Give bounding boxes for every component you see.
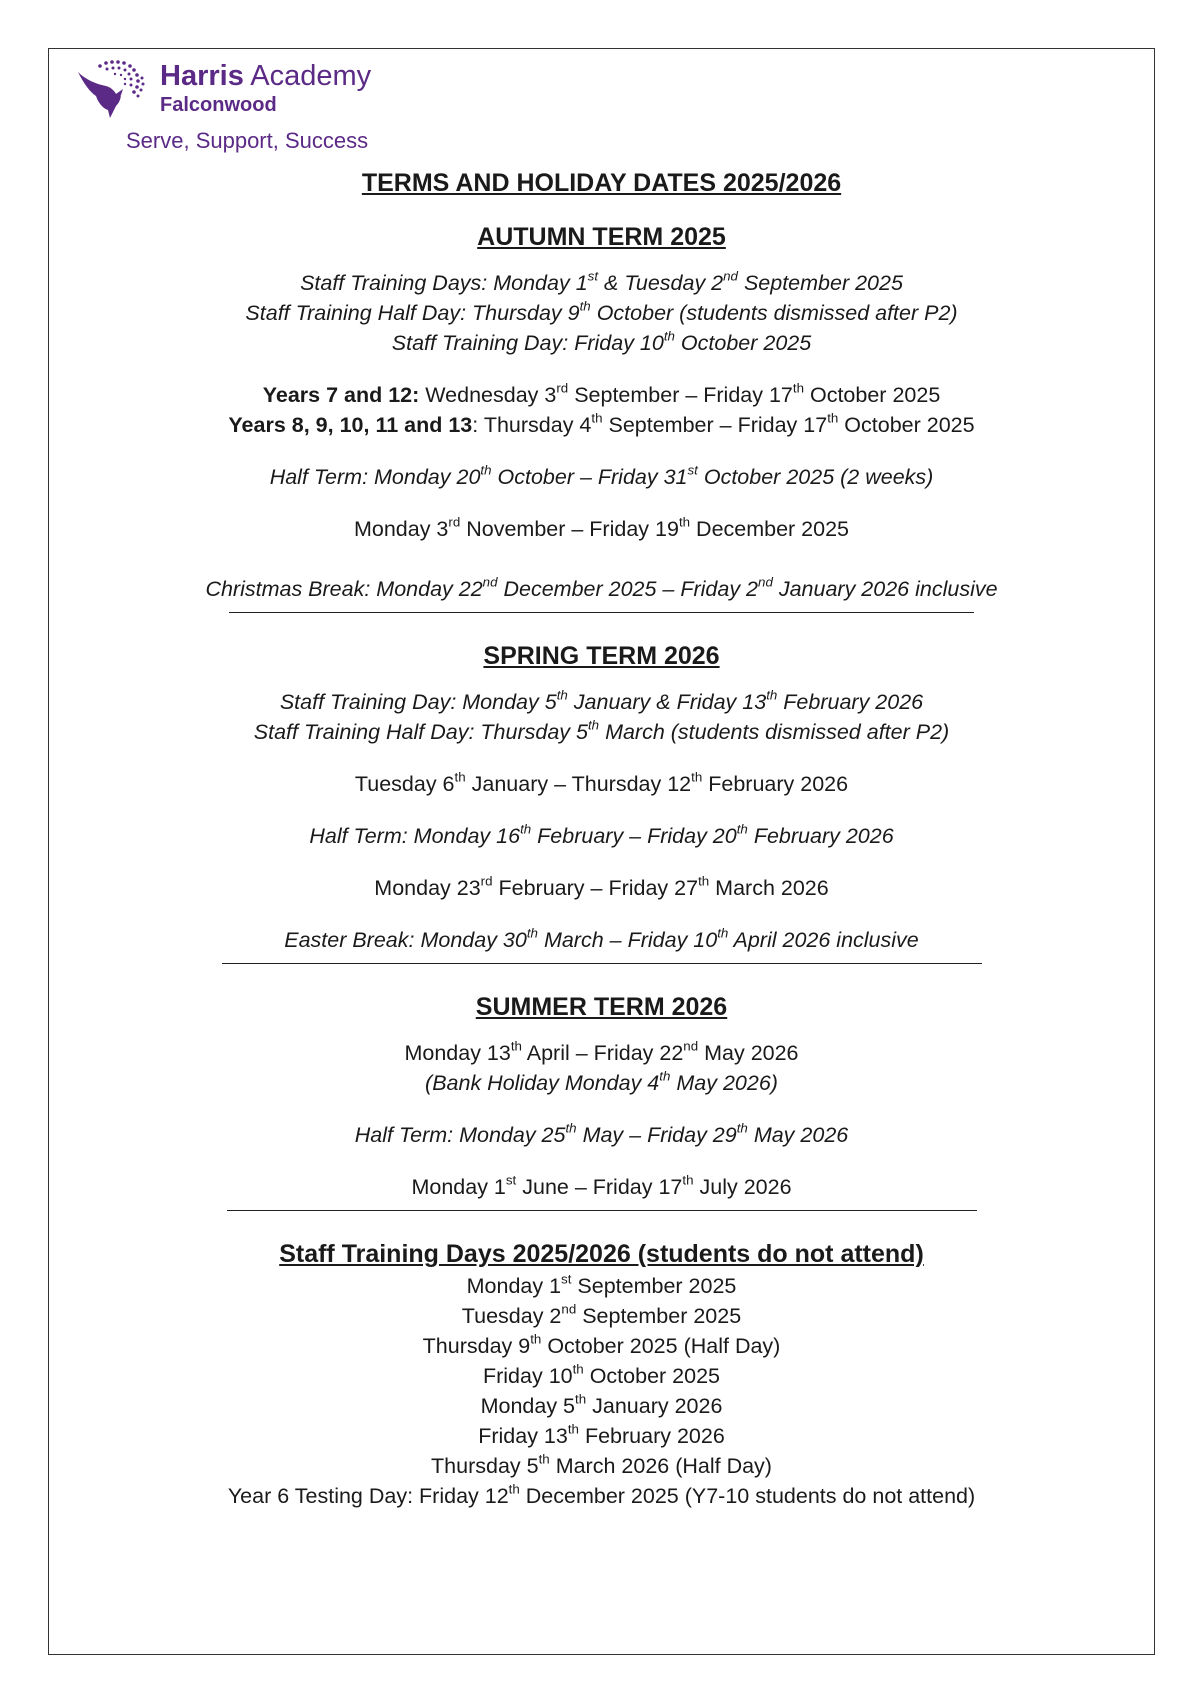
autumn-second-half: Monday 3rd November – Friday 19th December 2025 [353,514,850,541]
school-logo [76,58,416,158]
spring-training-half-day: Staff Training Half Day: Thursday 5th March (students dismissed after P2) [253,717,950,744]
training-days-heading: Staff Training Days 2025/2026 (students do not attend) [279,1240,924,1268]
spring-first-half: Tuesday 6th January – Thursday 12th February 2026 [354,769,849,796]
bank-holiday: (Bank Holiday Monday 4th May 2026) [425,1068,778,1095]
spring-heading: SPRING TERM 2026 [483,642,720,670]
christmas-break: Christmas Break: Monday 22nd December 2025 – Friday 2nd January 2026 inclusive [205,574,998,601]
summer-heading: SUMMER TERM 2026 [475,993,728,1021]
training-day-item: Thursday 9th October 2025 (Half Day) [422,1331,781,1358]
training-day-item: Friday 10th October 2025 [482,1361,720,1388]
autumn-training-half-day: Staff Training Half Day: Thursday 9th October (students dismissed after P2) [245,298,958,325]
divider-line [222,963,982,964]
easter-break: Easter Break: Monday 30th March – Friday 10th April 2026 inclusive [284,925,919,952]
document-body [48,150,1155,1511]
spring-half-term: Half Term: Monday 16th February – Friday 20th February 2026 [309,821,894,848]
training-days-list [48,1271,1155,1511]
falcon-icon [76,58,152,122]
school-tagline: Serve, Support, Success [126,128,369,153]
autumn-years-8-13: Years 8, 9, 10, 11 and 13: Thursday 4th September – Friday 17th October 2025 [228,410,975,437]
training-day-item: Monday 1st September 2025 [466,1271,737,1298]
summer-half-term: Half Term: Monday 25th May – Friday 29th May 2026 [354,1120,849,1147]
document-title: TERMS AND HOLIDAY DATES 2025/2026 [361,169,842,197]
school-name: Harris Academy [160,60,372,92]
autumn-years-7-12: Years 7 and 12: Wednesday 3rd September – Friday 17th October 2025 [262,380,941,407]
school-campus: Falconwood [160,94,277,116]
autumn-training-days: Staff Training Days: Monday 1st & Tuesday 2nd September 2025 [300,268,903,295]
autumn-half-term: Half Term: Monday 20th October – Friday 31st October 2025 (2 weeks) [269,462,934,489]
training-day-item: Thursday 5th March 2026 (Half Day) [431,1451,772,1478]
autumn-heading: AUTUMN TERM 2025 [477,223,726,251]
spring-second-half: Monday 23rd February – Friday 27th March 2026 [374,873,829,900]
divider-line [227,1210,977,1211]
training-day-item: Monday 5th January 2026 [480,1391,723,1418]
training-day-item: Year 6 Testing Day: Friday 12th December 2025 (Y7-10 students do not attend) [227,1481,976,1508]
training-day-item: Tuesday 2nd September 2025 [461,1301,742,1328]
summer-first-half: Monday 13th April – Friday 22nd May 2026 [404,1038,799,1065]
divider-line [229,612,974,613]
autumn-training-day: Staff Training Day: Friday 10th October 2025 [391,328,812,355]
summer-second-half: Monday 1st June – Friday 17th July 2026 [411,1172,792,1199]
training-day-item: Friday 13th February 2026 [478,1421,725,1448]
spring-training-day: Staff Training Day: Monday 5th January & Friday 13th February 2026 [279,687,924,714]
